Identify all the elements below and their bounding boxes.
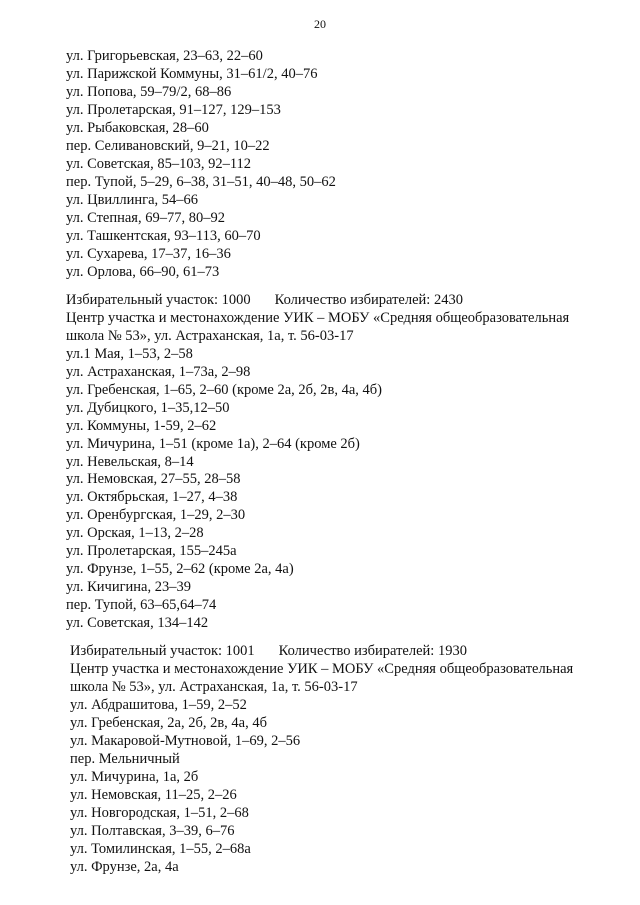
street-line: ул. Фрунзе, 2а, 4а <box>70 859 179 875</box>
street-line: ул. Томилинская, 1–55, 2–68а <box>70 841 251 857</box>
street-line: ул. Гребенская, 1–65, 2–60 (кроме 2а, 2б, 2в, 4а, 4б) <box>66 382 383 398</box>
street-line: ул. Астраханская, 1–73а, 2–98 <box>66 364 251 380</box>
street-line: ул. Октябрьская, 1–27, 4–38 <box>66 489 238 505</box>
street-line: ул. Рыбаковская, 28–60 <box>66 120 209 136</box>
district-number: Избирательный участок: 1001 <box>70 643 255 659</box>
street-line: ул. Орская, 1–13, 2–28 <box>66 525 204 541</box>
street-line: ул. Орлова, 66–90, 61–73 <box>66 264 220 280</box>
street-line: ул. Немовская, 11–25, 2–26 <box>70 787 237 803</box>
street-line: ул. Фрунзе, 1–55, 2–62 (кроме 2а, 4а) <box>66 561 294 577</box>
street-line: ул. Попова, 59–79/2, 68–86 <box>66 84 232 100</box>
street-line: ул. Парижской Коммуны, 31–61/2, 40–76 <box>66 66 318 82</box>
street-line: ул. Мичурина, 1а, 2б <box>70 769 199 785</box>
voter-count: Количество избирателей: 1930 <box>278 643 467 659</box>
district-number: Избирательный участок: 1000 <box>66 292 251 308</box>
street-line: ул. Немовская, 27–55, 28–58 <box>66 471 241 487</box>
street-line: ул. Дубицкого, 1–35,12–50 <box>66 400 230 416</box>
district-header <box>70 642 467 660</box>
street-line: ул. Невельская, 8–14 <box>66 454 194 470</box>
district-header <box>66 291 463 309</box>
street-line: ул. Сухарева, 17–37, 16–36 <box>66 246 231 262</box>
street-line: пер. Селивановский, 9–21, 10–22 <box>66 138 270 154</box>
street-line: ул. Цвиллинга, 54–66 <box>66 192 199 208</box>
street-line: ул. Мичурина, 1–51 (кроме 1а), 2–64 (кроме 2б) <box>66 436 360 452</box>
page-number: 20 <box>314 17 326 31</box>
street-line: ул. Коммуны, 1-59, 2–62 <box>66 418 217 434</box>
district-center: школа № 53», ул. Астраханская, 1а, т. 56-03-17 <box>66 328 354 344</box>
street-line: ул. Советская, 134–142 <box>66 615 209 631</box>
street-line: ул. Кичигина, 23–39 <box>66 579 191 595</box>
street-line: ул.1 Мая, 1–53, 2–58 <box>66 346 193 362</box>
street-line: пер. Тупой, 63–65,64–74 <box>66 597 217 613</box>
street-line: ул. Степная, 69–77, 80–92 <box>66 210 225 226</box>
street-line: ул. Полтавская, 3–39, 6–76 <box>70 823 235 839</box>
voter-count: Количество избирателей: 2430 <box>274 292 463 308</box>
street-line: ул. Пролетарская, 91–127, 129–153 <box>66 102 281 118</box>
district-center: школа № 53», ул. Астраханская, 1а, т. 56-03-17 <box>70 679 358 695</box>
street-line: пер. Мельничный <box>70 751 180 767</box>
street-line: ул. Ташкентская, 93–113, 60–70 <box>66 228 261 244</box>
street-line: ул. Пролетарская, 155–245а <box>66 543 237 559</box>
district-center: Центр участка и местонахождение УИК – МОБУ «Средняя общеобразовательная <box>70 661 574 677</box>
street-line: ул. Советская, 85–103, 92–112 <box>66 156 252 172</box>
district-center: Центр участка и местонахождение УИК – МОБУ «Средняя общеобразовательная <box>66 310 570 326</box>
street-line: ул. Макаровой-Мутновой, 1–69, 2–56 <box>70 733 301 749</box>
street-line: ул. Григорьевская, 23–63, 22–60 <box>66 48 263 64</box>
street-line: ул. Гребенская, 2а, 2б, 2в, 4а, 4б <box>70 715 267 731</box>
street-line: ул. Абдрашитова, 1–59, 2–52 <box>70 697 247 713</box>
street-line: ул. Новгородская, 1–51, 2–68 <box>70 805 249 821</box>
street-line: пер. Тупой, 5–29, 6–38, 31–51, 40–48, 50–62 <box>66 174 336 190</box>
street-line: ул. Оренбургская, 1–29, 2–30 <box>66 507 246 523</box>
